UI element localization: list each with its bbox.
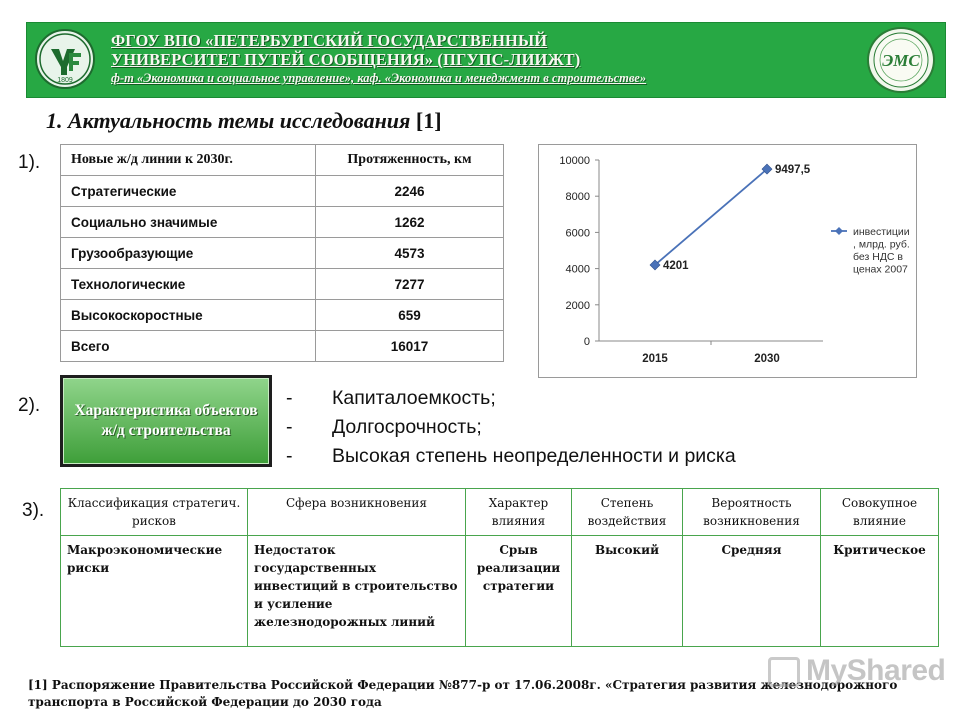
university-logo [35, 29, 95, 89]
section-number-1: 1). [18, 152, 41, 173]
header-banner [26, 22, 946, 98]
table-header-cell: Сфера возникновения [248, 489, 466, 536]
bullet-dash: - [286, 416, 293, 438]
table-header-cell: Новые ж/д линии к 2030г. [61, 145, 316, 176]
length-cell: 659 [316, 300, 504, 331]
bullet-dash: - [286, 387, 293, 409]
risk-class-cell: Макроэкономические риски [61, 536, 248, 647]
table-row-total [61, 331, 504, 362]
title-text: 1. Актуальность темы исследования [46, 108, 416, 133]
legend-marker [835, 227, 843, 235]
table-row [61, 238, 504, 269]
risk-total-cell: Критическое [821, 536, 939, 647]
table-row [61, 536, 939, 647]
logo-letters: ЭМС [882, 51, 920, 70]
table-header-cell: Протяженность, км [316, 145, 504, 176]
section-number-3: 3). [22, 500, 45, 521]
list-item [286, 442, 736, 471]
data-label: 4201 [663, 259, 689, 272]
section-number-2: 2). [18, 395, 41, 416]
x-tick-label: 2015 [642, 353, 668, 365]
data-label: 9497,5 [775, 164, 811, 177]
investment-chart-svg [539, 145, 916, 377]
legend-label: , млрд. руб. [853, 238, 910, 251]
y-tick-label: 0 [583, 336, 590, 348]
risk-degree-cell: Высокий [572, 536, 683, 647]
length-cell: 1262 [316, 207, 504, 238]
table-header-cell: Вероятность возникновения [683, 489, 821, 536]
x-tick-label: 2030 [754, 353, 780, 365]
line-type-cell: Высокоскоростные [61, 300, 316, 331]
y-tick-label: 8000 [565, 191, 590, 204]
header-line-3: ф-т «Экономика и социальное управление», каф. «Экономика и менеджмент в строительстве» [111, 71, 647, 85]
new-lines-table [60, 144, 504, 362]
series-line [655, 169, 767, 265]
legend-label: инвестиции [853, 226, 910, 238]
length-cell: 7277 [316, 269, 504, 300]
header-text [111, 31, 646, 87]
y-tick-label: 10000 [559, 155, 590, 167]
length-cell: 4573 [316, 238, 504, 269]
legend-label: без НДС в [853, 251, 904, 263]
table-header-cell: Характер влияния [466, 489, 572, 536]
table-header-cell: Совокупное влияние [821, 489, 939, 536]
logo-year: 1809 [57, 77, 73, 84]
title-reference: [1] [415, 108, 442, 133]
table-row [61, 207, 504, 238]
list-item [286, 413, 736, 442]
list-item-text: Долгосрочность; [332, 416, 482, 438]
y-tick-label: 6000 [565, 227, 590, 240]
footnote: [1] Распоряжение Правительства Российской Федерации №877-р от 17.06.2008г. «Стратегия развития железнодорожного транспорта в Российской Федерации до 2030 года [28, 678, 898, 709]
risk-impact-cell: Срыв реализации стратегии [466, 536, 572, 647]
list-item-text: Высокая степень неопределенности и риска [332, 445, 736, 467]
line-type-cell: Стратегические [61, 176, 316, 207]
legend-label: ценах 2007 [853, 263, 908, 276]
line-type-cell: Грузообразующие [61, 238, 316, 269]
line-type-cell: Социально значимые [61, 207, 316, 238]
table-row [61, 269, 504, 300]
watermark: MyShared [806, 654, 946, 687]
line-type-cell: Технологические [61, 269, 316, 300]
table-header-cell: Классификация стратегич. рисков [61, 489, 248, 536]
y-tick-label: 4000 [565, 263, 590, 276]
line-type-cell: Всего [61, 331, 316, 362]
header-line-2: УНИВЕРСИТЕТ ПУТЕЙ СООБЩЕНИЯ» (ПГУПС-ЛИИЖТ) [111, 50, 581, 69]
characteristics-box [60, 375, 272, 467]
investment-chart [538, 144, 917, 378]
watermark-icon [768, 657, 800, 687]
table-header-cell: Степень воздействия [572, 489, 683, 536]
length-cell: 2246 [316, 176, 504, 207]
table-header-row [61, 145, 504, 176]
risk-probability-cell: Средняя [683, 536, 821, 647]
risk-table [60, 488, 939, 647]
header-line-1: ФГОУ ВПО «ПЕТЕРБУРГСКИЙ ГОСУДАРСТВЕННЫЙ [111, 31, 548, 50]
list-item [286, 384, 736, 413]
department-logo [867, 27, 935, 93]
characteristics-list [286, 384, 736, 471]
characteristics-label: Характеристика объектов ж/д строительства [63, 378, 269, 464]
y-tick-label: 2000 [565, 299, 590, 312]
table-row [61, 176, 504, 207]
table-header-row [61, 489, 939, 536]
length-cell: 16017 [316, 331, 504, 362]
list-item-text: Капиталоемкость; [332, 387, 496, 409]
bullet-dash: - [286, 445, 293, 467]
table-row [61, 300, 504, 331]
slide-title [46, 108, 442, 134]
risk-origin-cell: Недостаток государственных инвестиций в строительство и усиление железнодорожных линий [248, 536, 466, 647]
